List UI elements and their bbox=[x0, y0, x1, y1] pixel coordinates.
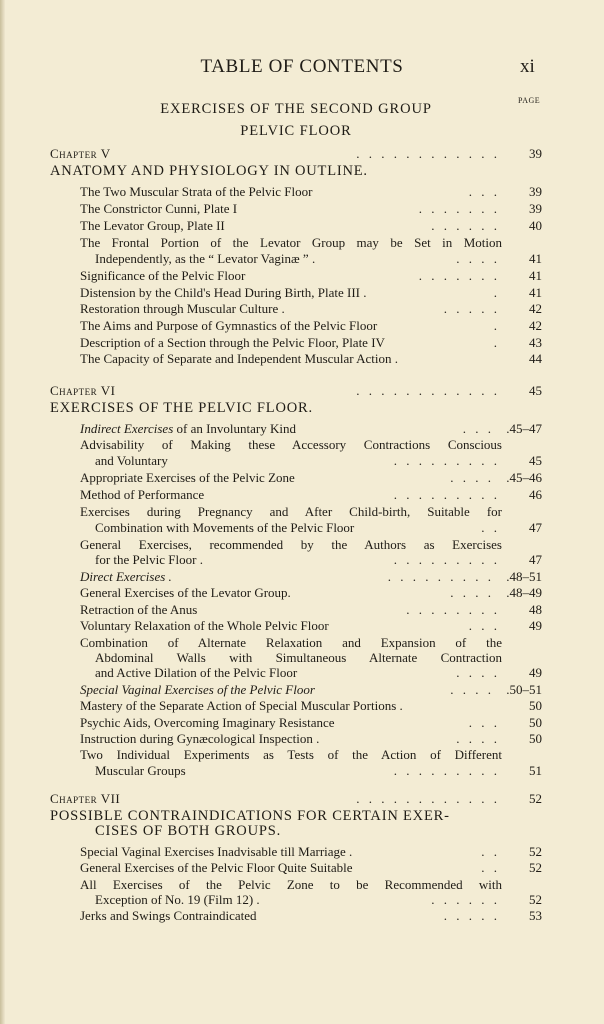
dot-leader: . . . . . . . . . bbox=[393, 552, 500, 567]
dot-leader: . . . . bbox=[456, 665, 500, 680]
toc-entry[interactable] bbox=[80, 350, 542, 367]
chapter-label: Chapter V bbox=[50, 146, 111, 161]
page-number: 46 bbox=[529, 487, 542, 502]
page-number: .50–51 bbox=[506, 682, 542, 697]
entry-text-continued: for the Pelvic Floor . bbox=[95, 552, 203, 567]
toc-entry[interactable] bbox=[80, 469, 542, 486]
toc-entry[interactable] bbox=[95, 250, 542, 267]
toc-entry[interactable] bbox=[80, 267, 542, 284]
dot-leader: . . . . bbox=[456, 251, 500, 266]
entry-text: Special Vaginal Exercises of the Pelvic Floor bbox=[80, 682, 315, 697]
page-number: 50 bbox=[529, 698, 542, 713]
page-number: 52 bbox=[529, 892, 542, 907]
toc-entry[interactable] bbox=[80, 617, 542, 634]
entry-text: Mastery of the Separate Action of Special Muscular Portions . bbox=[80, 698, 403, 713]
section-title: EXERCISES OF THE SECOND GROUP bbox=[160, 101, 432, 117]
toc-entry[interactable] bbox=[80, 584, 542, 601]
entry-text-continued: and Voluntary bbox=[95, 453, 168, 468]
entry-text: Appropriate Exercises of the Pelvic Zone bbox=[80, 470, 295, 485]
toc-entry[interactable] bbox=[80, 843, 542, 860]
dot-leader: . . . bbox=[468, 715, 500, 730]
page-number: 48 bbox=[529, 602, 542, 617]
entry-text-rest: of an Involuntary Kind bbox=[173, 421, 297, 436]
entry-text: Jerks and Swings Contraindicated bbox=[80, 908, 257, 923]
page-number: 41 bbox=[529, 285, 542, 300]
page-number: 42 bbox=[529, 318, 542, 333]
dot-leader: . . . . . . . bbox=[418, 268, 500, 283]
toc-entry[interactable] bbox=[80, 907, 542, 924]
chapter-entry[interactable] bbox=[50, 382, 542, 399]
toc-entry[interactable] bbox=[95, 551, 542, 568]
toc-entry[interactable] bbox=[95, 891, 542, 908]
entry-text: The Two Muscular Strata of the Pelvic Floor bbox=[80, 184, 313, 199]
page-number: 50 bbox=[529, 731, 542, 746]
page-number: 53 bbox=[529, 908, 542, 923]
page-number: .45–47 bbox=[506, 421, 542, 436]
entry-text-continued: Muscular Groups bbox=[95, 763, 186, 778]
page-number: 49 bbox=[529, 665, 542, 680]
page-number: 51 bbox=[529, 763, 542, 778]
toc-entry[interactable] bbox=[80, 334, 542, 351]
dot-leader: . . . . . . . . . bbox=[393, 487, 500, 502]
entry-text: Psychic Aids, Overcoming Imaginary Resistance bbox=[80, 715, 335, 730]
page-number: .48–49 bbox=[506, 585, 542, 600]
entry-text: Exercises during Pregnancy and After Child-birth, Suitable for bbox=[80, 504, 502, 519]
entry-text: Special Vaginal Exercises Inadvisable till Marriage . bbox=[80, 844, 353, 859]
dot-leader: . . . . . . . . . . . . bbox=[356, 383, 500, 398]
page-column-label: PAGE bbox=[518, 96, 541, 105]
entry-text: Two Individual Experiments as Tests of the Action of Different bbox=[80, 747, 502, 762]
dot-leader: . . . bbox=[468, 618, 500, 633]
dot-leader: . . bbox=[481, 844, 500, 859]
entry-text: Restoration through Muscular Culture . bbox=[80, 301, 285, 316]
dot-leader: . . . . . . . . . . . . bbox=[356, 146, 500, 161]
entry-text: The Aims and Purpose of Gymnastics of the Pelvic Floor bbox=[80, 318, 378, 333]
entry-text-continued: Combination with Movements of the Pelvic Floor bbox=[95, 520, 355, 535]
chapter-label: Chapter VI bbox=[50, 383, 116, 398]
toc-entry[interactable] bbox=[80, 200, 542, 217]
page-number: 39 bbox=[529, 146, 542, 161]
page-number: 43 bbox=[529, 335, 542, 350]
entry-text: Significance of the Pelvic Floor bbox=[80, 268, 246, 283]
dot-leader: . . . . . . bbox=[431, 218, 500, 233]
dot-leader: . . . . . bbox=[443, 908, 500, 923]
toc-entry[interactable] bbox=[80, 183, 542, 200]
page-number: 52 bbox=[529, 860, 542, 875]
toc-entry[interactable] bbox=[80, 568, 542, 585]
page-number: 47 bbox=[529, 520, 542, 535]
page-number: 42 bbox=[529, 301, 542, 316]
entry-text: Distension by the Child's Head During Birth, Plate III . bbox=[80, 285, 367, 300]
chapter-heading: EXERCISES OF THE PELVIC FLOOR. bbox=[50, 400, 313, 416]
toc-entry[interactable] bbox=[80, 730, 542, 747]
entry-text: Description of a Section through the Pelvic Floor, Plate IV bbox=[80, 335, 385, 350]
entry-text: Method of Performance bbox=[80, 487, 205, 502]
page-number: 49 bbox=[529, 618, 542, 633]
entry-text: Voluntary Relaxation of the Whole Pelvic Floor bbox=[80, 618, 329, 633]
dot-leader: . . bbox=[481, 860, 500, 875]
page-number: 39 bbox=[529, 184, 542, 199]
toc-entry[interactable] bbox=[80, 601, 542, 618]
page-number: .45–46 bbox=[506, 470, 542, 485]
chapter-heading: ANATOMY AND PHYSIOLOGY IN OUTLINE. bbox=[50, 163, 368, 179]
entry-text bbox=[80, 420, 296, 437]
entry-text: Instruction during Gynæcological Inspection . bbox=[80, 731, 320, 746]
toc-entry[interactable] bbox=[80, 300, 542, 317]
page-number: 47 bbox=[529, 552, 542, 567]
page-header-title: TABLE OF CONTENTS bbox=[200, 56, 404, 77]
dot-leader: . . bbox=[481, 520, 500, 535]
chapter-entry[interactable] bbox=[50, 790, 542, 807]
toc-entry[interactable] bbox=[80, 217, 542, 234]
toc-entry[interactable] bbox=[80, 681, 542, 698]
entry-text: The Capacity of Separate and Independent Muscular Action . bbox=[80, 351, 399, 366]
page-number: 40 bbox=[529, 218, 542, 233]
dot-leader: . bbox=[493, 335, 500, 350]
page-number: 41 bbox=[529, 268, 542, 283]
entry-text: All Exercises of the Pelvic Zone to be Recommended with bbox=[80, 877, 502, 892]
entry-text: The Constrictor Cunni, Plate I bbox=[80, 201, 238, 216]
entry-text: The Levator Group, Plate II bbox=[80, 218, 225, 233]
entry-text-continued: Independently, as the “ Levator Vaginæ ” . bbox=[95, 251, 316, 266]
toc-entry[interactable] bbox=[80, 859, 542, 876]
page-number: 39 bbox=[529, 201, 542, 216]
page-binding-edge bbox=[0, 0, 5, 1024]
dot-leader: . . . bbox=[468, 184, 500, 199]
entry-text-continued: Exception of No. 19 (Film 12) . bbox=[95, 892, 260, 907]
chapter-heading: POSSIBLE CONTRAINDICATIONS FOR CERTAIN EXER- bbox=[50, 808, 450, 824]
page-number: 52 bbox=[529, 844, 542, 859]
toc-entry[interactable] bbox=[80, 697, 542, 714]
dot-leader: . . . bbox=[462, 421, 494, 436]
page-number: 45 bbox=[529, 383, 542, 398]
entry-text: General Exercises, recommended by the Authors as Exercises bbox=[80, 537, 502, 552]
toc-entry[interactable] bbox=[95, 452, 542, 469]
chapter-label: Chapter VII bbox=[50, 791, 121, 806]
entry-text-continued: and Active Dilation of the Pelvic Floor bbox=[95, 665, 298, 680]
dot-leader: . . . . . . . . bbox=[406, 602, 500, 617]
dot-leader: . . . . . . . . . . . . bbox=[356, 791, 500, 806]
dot-leader: . . . . bbox=[450, 585, 494, 600]
toc-entry[interactable] bbox=[95, 762, 542, 779]
dot-leader: . . . . bbox=[456, 731, 500, 746]
entry-text: The Frontal Portion of the Levator Group may be Set in Motion bbox=[80, 235, 502, 250]
toc-entry[interactable] bbox=[80, 486, 542, 503]
toc-entry[interactable] bbox=[80, 317, 542, 334]
entry-text: Advisability of Making these Accessory Contractions Conscious bbox=[80, 437, 502, 452]
entry-text: General Exercises of the Pelvic Floor Quite Suitable bbox=[80, 860, 353, 875]
dot-leader: . . . . . . bbox=[431, 892, 500, 907]
page-number: .48–51 bbox=[506, 569, 542, 584]
dot-leader: . . . . bbox=[450, 682, 494, 697]
page-number: 50 bbox=[529, 715, 542, 730]
dot-leader: . . . . . . . . . bbox=[393, 453, 500, 468]
entry-text-continued: Abdominal Walls with Simultaneous Alternate Contraction bbox=[95, 650, 502, 665]
chapter-heading-continued: CISES OF BOTH GROUPS. bbox=[95, 823, 282, 839]
page-number: 41 bbox=[529, 251, 542, 266]
entry-text: Direct Exercises . bbox=[80, 569, 172, 584]
dot-leader: . bbox=[493, 285, 500, 300]
entry-text: Retraction of the Anus bbox=[80, 602, 198, 617]
dot-leader: . . . . bbox=[450, 470, 494, 485]
dot-leader: . . . . . bbox=[443, 301, 500, 316]
page-number: 44 bbox=[529, 351, 542, 366]
dot-leader: . bbox=[493, 318, 500, 333]
dot-leader: . . . . . . . . . bbox=[393, 763, 500, 778]
dot-leader: . . . . . . . . . bbox=[387, 569, 494, 584]
page-number: 52 bbox=[529, 791, 542, 806]
chapter-entry[interactable] bbox=[50, 145, 542, 162]
toc-entry[interactable] bbox=[80, 714, 542, 731]
entry-text-italic: Indirect Exercises bbox=[80, 421, 174, 436]
entry-text: General Exercises of the Levator Group. bbox=[80, 585, 291, 600]
toc-entry[interactable] bbox=[95, 664, 542, 681]
dot-leader: . . . . . . . bbox=[418, 201, 500, 216]
toc-entry[interactable] bbox=[95, 519, 542, 536]
section-subtitle: PELVIC FLOOR bbox=[240, 123, 352, 139]
entry-text: Combination of Alternate Relaxation and Expansion of the bbox=[80, 635, 502, 650]
page-header-number: xi bbox=[520, 56, 535, 77]
toc-entry[interactable] bbox=[80, 420, 542, 437]
toc-entry[interactable] bbox=[80, 284, 542, 301]
page-number: 45 bbox=[529, 453, 542, 468]
